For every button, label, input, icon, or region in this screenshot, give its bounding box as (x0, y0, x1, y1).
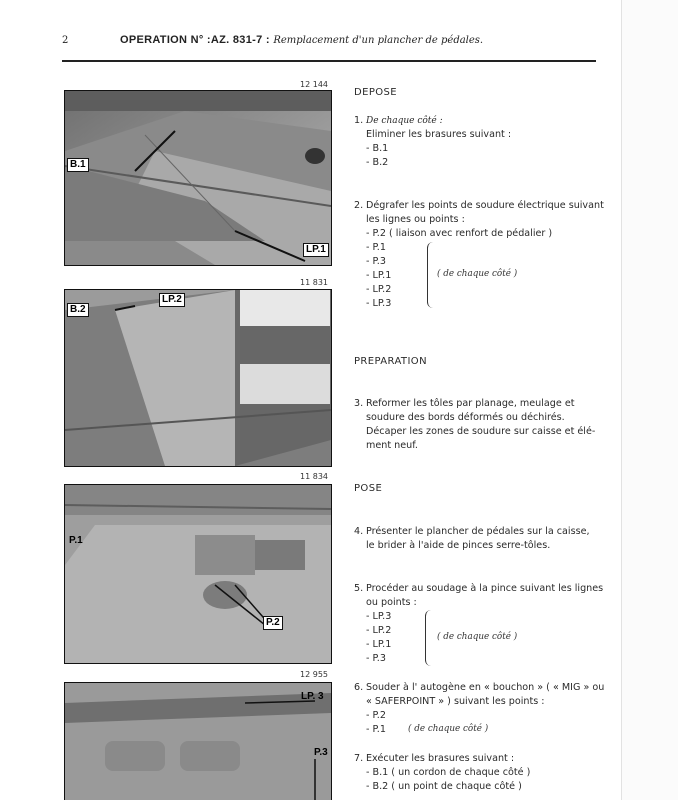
list-item: - B.1 (366, 143, 389, 154)
section-pose: POSE (354, 483, 383, 494)
list-item: - LP.1 (366, 270, 392, 281)
label-p2: P.2 (263, 616, 283, 630)
brace (427, 242, 433, 308)
list-item: - LP.1 (366, 639, 392, 650)
list-item: - LP.2 (366, 284, 392, 295)
photo-illustration (65, 683, 331, 800)
label-lp1: LP.1 (303, 243, 329, 257)
step-6-number: 6. (354, 682, 364, 693)
label-lp3: LP. 3 (301, 691, 324, 702)
list-item: - P.2 ( liaison avec renfort de pédalier ) (366, 228, 553, 239)
list-item: - B.2 (366, 157, 389, 168)
step-1-heading: De chaque côté : (366, 116, 443, 126)
step-6-line: Souder à l' autogène en « bouchon » ( « MIG » ou (366, 682, 605, 693)
list-item: - P.1 (366, 724, 386, 735)
step-5-line1: Procéder au soudage à la pince suivant les lignes (366, 583, 604, 594)
list-item: - LP.3 (366, 298, 392, 309)
step-4-number: 4. (354, 526, 364, 537)
step-5-number: 5. (354, 583, 364, 594)
photo-floor-pan-3 (64, 484, 332, 664)
step-1-line: Eliminer les brasures suivant : (366, 129, 512, 140)
step-1-number: 1. (354, 115, 364, 126)
photo-number: 11 831 (300, 278, 328, 287)
step-3-line: Reformer les tôles par planage, meulage et (366, 398, 575, 409)
list-item: - LP.2 (366, 625, 392, 636)
brace-note: ( de chaque côté ) (437, 269, 518, 279)
step-3-line: Décaper les zones de soudure sur caisse et élé- (366, 426, 596, 437)
step-5-line2: ou points : (366, 597, 417, 608)
label-b1: B.1 (67, 158, 89, 172)
list-item: - P.1 (366, 242, 386, 253)
photo-illustration (65, 290, 331, 466)
step-7-number: 7. (354, 753, 364, 764)
list-item: - P.3 (366, 256, 386, 267)
page-margin-strip (622, 0, 678, 800)
operation-subtitle: Remplacement d'un plancher de pédales. (273, 35, 484, 46)
step-4-line: le brider à l'aide de pinces serre-tôles. (366, 540, 551, 551)
label-p3: P.3 (314, 747, 328, 758)
list-item: - P.3 (366, 653, 386, 664)
label-lp2: LP.2 (159, 293, 185, 307)
step-3-number: 3. (354, 398, 364, 409)
section-depose: DEPOSE (354, 87, 397, 98)
step-4-line: Présenter le plancher de pédales sur la caisse, (366, 526, 590, 537)
label-b2: B.2 (67, 303, 89, 317)
photo-floor-pan-4 (64, 682, 332, 800)
brace-note: ( de chaque côté ) (437, 632, 518, 642)
photo-floor-pan-1 (64, 90, 332, 266)
header-rule (62, 60, 596, 62)
photo-illustration (65, 485, 331, 663)
section-preparation: PREPARATION (354, 356, 427, 367)
photo-number: 12 955 (300, 670, 328, 679)
step-7-line: Exécuter les brasures suivant : (366, 753, 515, 764)
page-number: 2 (62, 35, 69, 46)
photo-number: 11 834 (300, 472, 328, 481)
label-p1: P.1 (69, 535, 83, 546)
photo-illustration (65, 91, 331, 265)
list-item: - P.2 (366, 710, 386, 721)
step-3-line: ment neuf. (366, 440, 418, 451)
step-2-line2: les lignes ou points : (366, 214, 465, 225)
step-3-line: soudure des bords déformés ou déchirés. (366, 412, 565, 423)
step-2-number: 2. (354, 200, 364, 211)
photo-number: 12 144 (300, 80, 328, 89)
brace (425, 610, 431, 666)
operation-code: OPERATION N° :AZ. 831-7 : (120, 34, 270, 46)
list-item: - B.2 ( un point de chaque côté ) (366, 781, 522, 792)
list-item: - LP.3 (366, 611, 392, 622)
list-item: - B.1 ( un cordon de chaque côté ) (366, 767, 531, 778)
step-6-line: « SAFERPOINT » ) suivant les points : (366, 696, 545, 707)
step-6-note: ( de chaque côté ) (408, 724, 489, 734)
step-2-line1: Dégrafer les points de soudure électrique suivant (366, 200, 604, 211)
page-header (120, 33, 483, 46)
photo-floor-pan-2 (64, 289, 332, 467)
